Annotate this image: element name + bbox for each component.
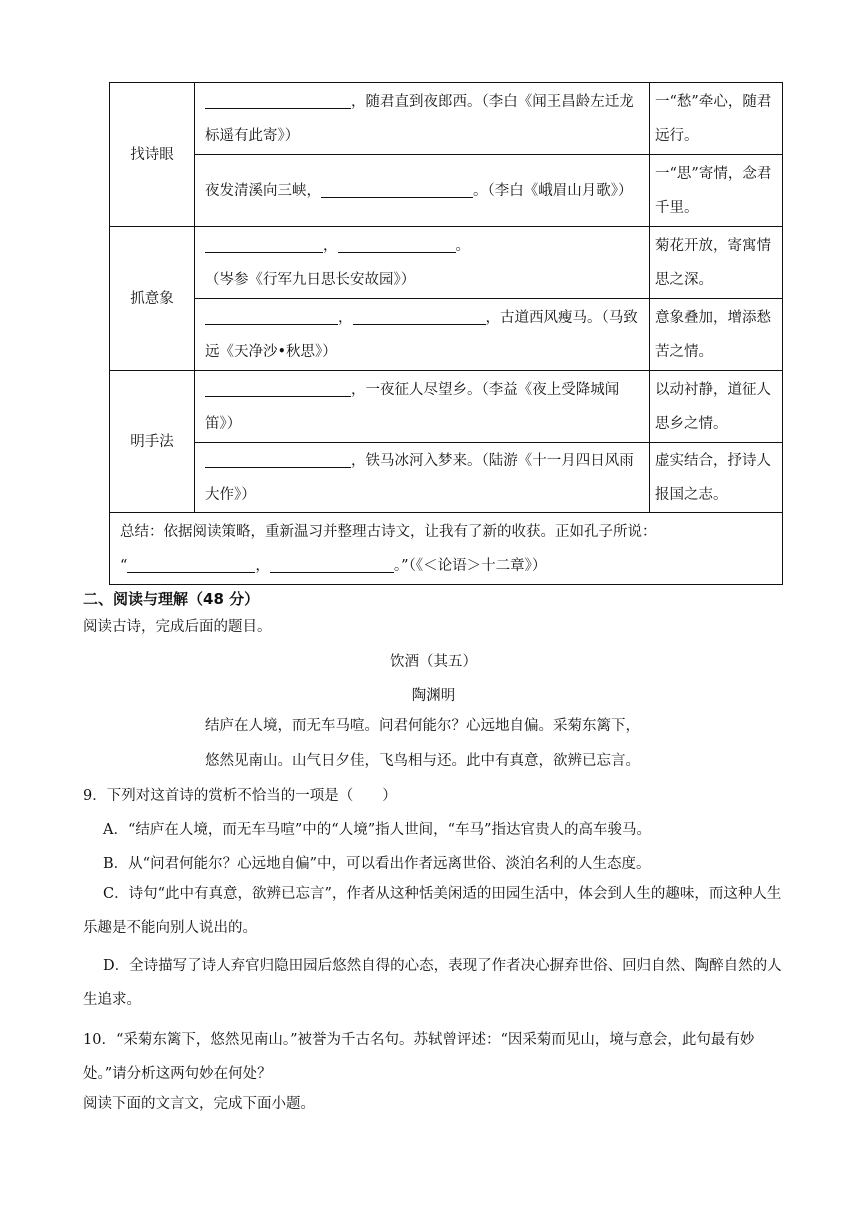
question-10: 10．“采菊东篱下，悠然见南山。”被誉为千古名句。苏轼曾评述：“因采菊而见山，境与意会，此句最有妙处。”请分析这两句妙在何处？ <box>83 1032 755 1082</box>
table-row-note: 以动衬静，道征人思乡之情。 <box>650 371 783 443</box>
question-9-option-c[interactable]: C．诗句“此中有真意，欲辨已忘言”，作者从这种恬美闲适的田园生活中，体会到人生的趣味，而这种人生乐趣是不能向别人说出的。 <box>83 886 782 936</box>
answer-blank[interactable] <box>205 237 323 253</box>
poem-line: 悠然见南山。山气日夕佳，飞鸟相与还。此中有真意，欲辨已忘言。 <box>205 753 640 769</box>
answer-blank[interactable] <box>205 309 338 325</box>
table-row-note: 意象叠加，增添愁苦之情。 <box>650 299 783 371</box>
category-clarify-technique: 明手法 <box>110 371 195 513</box>
answer-blank[interactable] <box>205 93 351 109</box>
category-find-poem-eye: 找诗眼 <box>110 83 195 227</box>
answer-blank[interactable] <box>205 452 351 468</box>
poetry-review-table <box>109 82 783 585</box>
table-summary: 总结：依据阅读策略，重新温习并整理古诗文，让我有了新的收获。正如孔子所说： “ ， 。”（《＜论语＞十二章》） <box>110 513 783 585</box>
table-row-question: ，铁马冰河入梦来。（陆游《十一月四日风雨大作》） <box>195 443 650 513</box>
question-9-stem: 9．下列对这首诗的赏析不恰当的一项是（ ） <box>83 788 397 804</box>
poem-title: 饮酒（其五） <box>390 654 477 670</box>
poem-author: 陶渊明 <box>411 688 456 704</box>
table-row-note: 一“思”寄情，念君千里。 <box>650 155 783 227</box>
answer-blank[interactable] <box>338 237 456 253</box>
answer-blank[interactable] <box>205 381 351 397</box>
answer-blank[interactable] <box>127 557 255 573</box>
answer-blank[interactable] <box>270 557 394 573</box>
table-row-question: ，一夜征人尽望乡。（李益《夜上受降城闻笛》） <box>195 371 650 443</box>
answer-blank[interactable] <box>321 182 473 198</box>
table-row-note: 菊花开放，寄寓情思之深。 <box>650 227 783 299</box>
table-row-question: ，随君直到夜郎西。（李白《闻王昌龄左迁龙标遥有此寄》） <box>195 83 650 155</box>
section-intro: 阅读古诗，完成后面的题目。 <box>83 619 272 635</box>
question-9-option-a[interactable]: A．“结庐在人境，而无车马喧”中的“人境”指人世间，“车马”指达官贵人的高车骏马。 <box>103 822 651 838</box>
next-section-intro: 阅读下面的文言文，完成下面小题。 <box>83 1096 315 1112</box>
answer-blank[interactable] <box>353 309 486 325</box>
table-row-note: 一“愁”牵心，随君远行。 <box>650 83 783 155</box>
table-row-question: ， ，古道西风瘦马。（马致远《天净沙•秋思》） <box>195 299 650 371</box>
category-grasp-imagery: 抓意象 <box>110 227 195 371</box>
section-title: 二、阅读与理解（48 分） <box>83 590 260 608</box>
question-9-option-d[interactable]: D．全诗描写了诗人弃官归隐田园后悠然自得的心态，表现了作者决心摒弃世俗、回归自然、陶醉自然的人生追求。 <box>83 958 782 1008</box>
question-9-option-b[interactable]: B．从“问君何能尔？心远地自偏”中，可以看出作者远离世俗、淡泊名利的人生态度。 <box>103 856 651 872</box>
table-row-question: 夜发清溪向三峡， 。（李白《峨眉山月歌》） <box>195 155 650 227</box>
poem-line: 结庐在人境，而无车马喧。问君何能尔？心远地自偏。采菊东篱下， <box>205 718 640 734</box>
table-row-note: 虚实结合，抒诗人报国之志。 <box>650 443 783 513</box>
table-row-question: ， 。 （岑参《行军九日思长安故园》） <box>195 227 650 299</box>
